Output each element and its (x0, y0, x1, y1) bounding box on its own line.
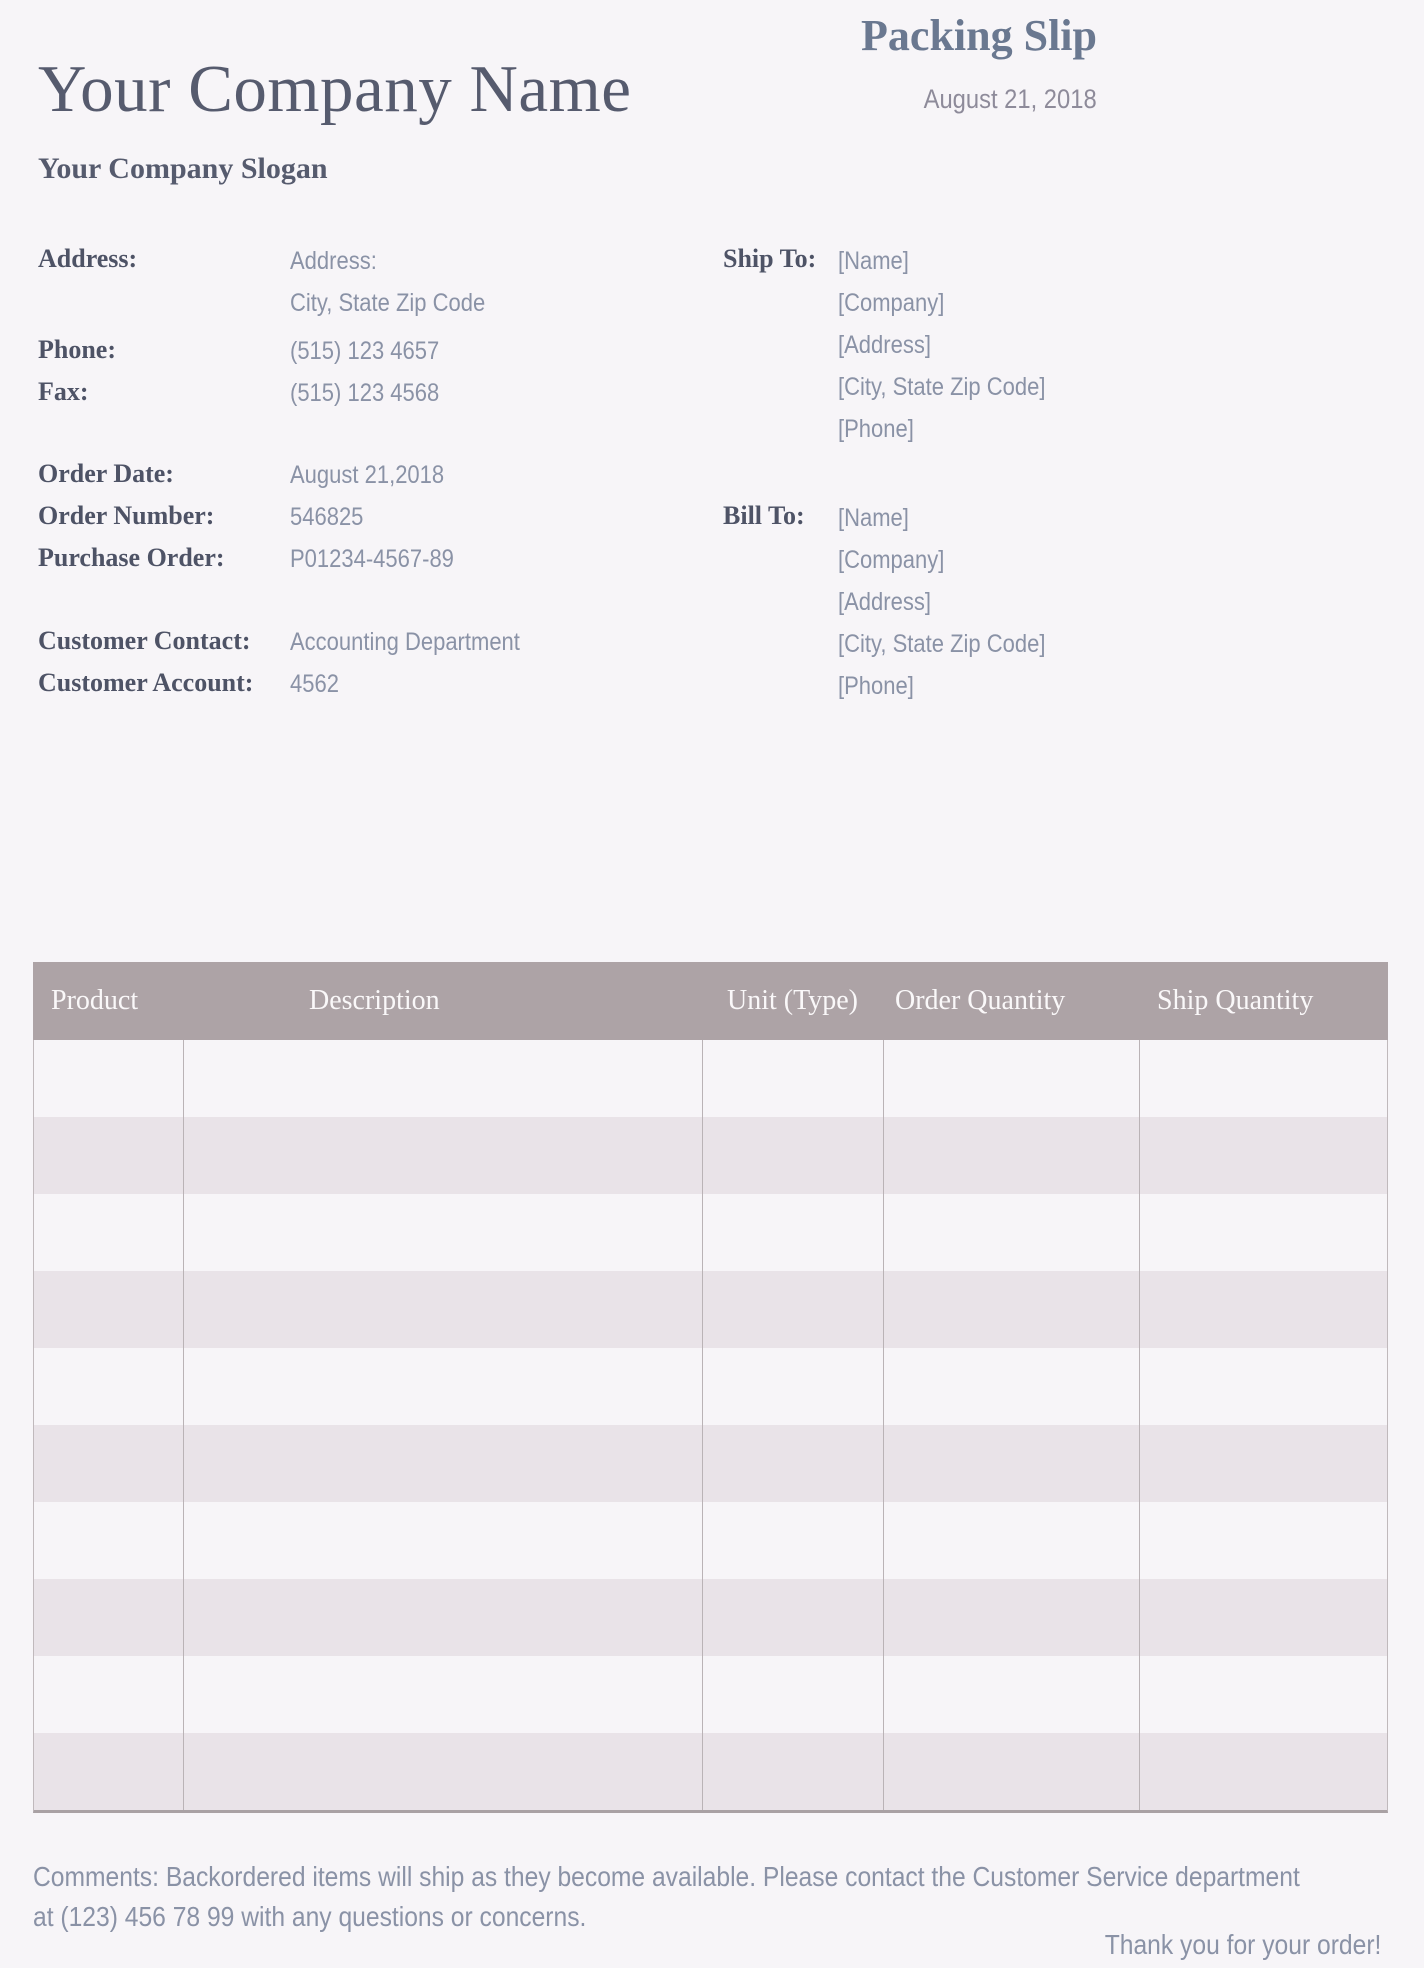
table-cell (184, 1117, 703, 1194)
bill-to-line: [Address] (838, 588, 931, 616)
table-cell (34, 1271, 184, 1348)
column-header-description: Description (309, 985, 440, 1016)
table-row (34, 1271, 1387, 1348)
table-cell (34, 1117, 184, 1194)
table-cell (1140, 1271, 1387, 1348)
table-cell (184, 1425, 703, 1502)
address-label: Address: (38, 244, 138, 273)
table-cell (703, 1040, 884, 1117)
table-cell (703, 1656, 884, 1733)
table-cell (184, 1733, 703, 1810)
table-row (34, 1117, 1387, 1194)
order-date-label: Order Date: (38, 459, 174, 488)
table-cell (184, 1271, 703, 1348)
bill-to-label: Bill To: (723, 501, 805, 530)
comments-line: Comments: Backordered items will ship as they become available. Please contact the Customer Service department (33, 1861, 1300, 1892)
table-cell (184, 1579, 703, 1656)
order-date-value: August 21,2018 (290, 461, 445, 489)
thank-you-note: Thank you for your order! (1104, 1929, 1381, 1960)
table-cell (34, 1194, 184, 1271)
table-cell (703, 1194, 884, 1271)
table-cell (1140, 1425, 1387, 1502)
bill-to-block (838, 497, 1045, 707)
table-cell (184, 1194, 703, 1271)
table-cell (1140, 1194, 1387, 1271)
table-body (33, 1040, 1388, 1813)
table-cell (184, 1040, 703, 1117)
customer-account-value: 4562 (290, 670, 339, 698)
customer-contact-value: Accounting Department (290, 628, 520, 656)
table-row (34, 1348, 1387, 1425)
table-header-row (33, 962, 1388, 1040)
phone-value: (515) 123 4657 (290, 337, 440, 365)
table-cell (884, 1194, 1140, 1271)
table-cell (184, 1502, 703, 1579)
ship-to-line: [Address] (838, 331, 931, 359)
table-cell (884, 1502, 1140, 1579)
bill-to-line: [Phone] (838, 672, 914, 700)
table-row (34, 1194, 1387, 1271)
address-value (290, 240, 485, 324)
company-name: Your Company Name (38, 52, 632, 126)
table-row (34, 1579, 1387, 1656)
purchase-order-value: P01234-4567-89 (290, 545, 454, 573)
table-row (34, 1656, 1387, 1733)
company-slogan: Your Company Slogan (38, 152, 328, 185)
table-cell (1140, 1733, 1387, 1810)
comments-line: at (123) 456 78 99 with any questions or concerns. (33, 1901, 587, 1932)
ship-to-line: [Phone] (838, 415, 914, 443)
table-cell (1140, 1579, 1387, 1656)
table-cell (34, 1502, 184, 1579)
table-cell (884, 1656, 1140, 1733)
purchase-order-label: Purchase Order: (38, 543, 225, 572)
column-header-product: Product (51, 985, 139, 1016)
table-cell (703, 1579, 884, 1656)
table-cell (34, 1425, 184, 1502)
table-cell (184, 1656, 703, 1733)
table-cell (34, 1656, 184, 1733)
table-cell (34, 1733, 184, 1810)
table-cell (184, 1348, 703, 1425)
table-row (34, 1733, 1387, 1810)
address-line: Address: (290, 247, 377, 275)
order-number-value: 546825 (290, 503, 364, 531)
table-cell (884, 1271, 1140, 1348)
items-table (33, 962, 1388, 1813)
table-cell (1140, 1348, 1387, 1425)
table-cell (34, 1579, 184, 1656)
document-title: Packing Slip (861, 11, 1097, 60)
ship-to-block (838, 240, 1045, 450)
table-cell (34, 1040, 184, 1117)
table-cell (1140, 1117, 1387, 1194)
table-cell (703, 1271, 884, 1348)
column-header-unit-type: Unit (Type) (726, 985, 858, 1016)
address-line: City, State Zip Code (290, 289, 486, 317)
table-cell (884, 1040, 1140, 1117)
bill-to-line: [City, State Zip Code] (838, 630, 1046, 658)
fax-label: Fax: (38, 377, 89, 406)
table-cell (703, 1502, 884, 1579)
table-row (34, 1425, 1387, 1502)
ship-to-line: [Name] (838, 247, 909, 275)
table-cell (884, 1348, 1140, 1425)
customer-contact-label: Customer Contact: (38, 626, 251, 655)
column-header-ship-quantity: Ship Quantity (1157, 985, 1314, 1016)
table-cell (1140, 1502, 1387, 1579)
ship-to-line: [City, State Zip Code] (838, 373, 1046, 401)
table-row (34, 1502, 1387, 1579)
table-cell (884, 1425, 1140, 1502)
table-cell (34, 1348, 184, 1425)
bill-to-line: [Company] (838, 546, 945, 574)
customer-account-label: Customer Account: (38, 668, 254, 697)
ship-to-line: [Company] (838, 289, 945, 317)
table-cell (703, 1425, 884, 1502)
table-cell (884, 1579, 1140, 1656)
table-cell (884, 1733, 1140, 1810)
table-cell (1140, 1040, 1387, 1117)
table-row (34, 1040, 1387, 1117)
order-number-label: Order Number: (38, 501, 215, 530)
ship-to-label: Ship To: (723, 244, 817, 273)
column-header-order-quantity: Order Quantity (895, 985, 1066, 1016)
table-cell (1140, 1656, 1387, 1733)
phone-label: Phone: (38, 335, 116, 364)
document-date: August 21, 2018 (923, 84, 1097, 114)
comments (33, 1857, 1300, 1937)
table-cell (703, 1348, 884, 1425)
table-cell (884, 1117, 1140, 1194)
table-cell (703, 1117, 884, 1194)
bill-to-line: [Name] (838, 504, 909, 532)
fax-value: (515) 123 4568 (290, 379, 440, 407)
table-cell (703, 1733, 884, 1810)
